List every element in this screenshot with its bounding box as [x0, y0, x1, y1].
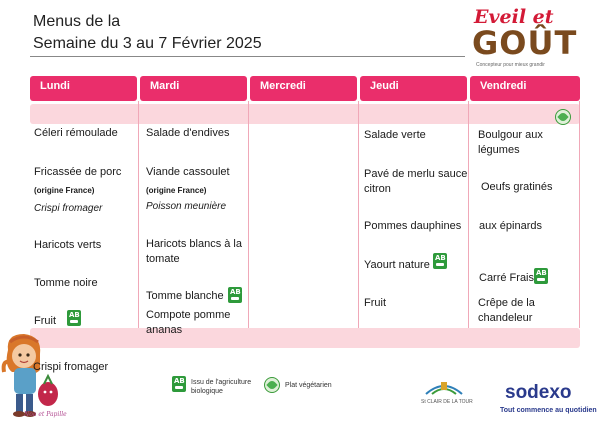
mardi-main: Viande cassoulet	[146, 166, 230, 178]
column-divider	[138, 101, 139, 328]
mascot-label: Noa et Papille	[24, 411, 67, 418]
vendredi-dessert: Crêpe de la chandeleur	[478, 297, 535, 324]
vendredi-cheese: Carré Frais	[479, 272, 535, 284]
vendredi-starter: Boulgour aux légumes	[478, 129, 543, 156]
table-band-bottom	[30, 328, 580, 348]
title-divider	[30, 56, 465, 57]
column-divider	[248, 101, 249, 328]
jeudi-dessert: Fruit	[364, 297, 386, 309]
jeudi-side: Pommes dauphines	[364, 220, 462, 232]
lundi-dessert: Fruit	[34, 315, 56, 327]
table-band-top	[30, 104, 580, 124]
mardi-origin: (origine France)	[146, 186, 207, 195]
sodexo-logo: sodexo	[505, 382, 572, 403]
organic-ab-icon	[534, 268, 548, 284]
lundi-main: Fricassée de porc	[34, 166, 122, 178]
jeudi-cheese: Yaourt nature	[364, 259, 430, 271]
jeudi-starter: Salade verte	[364, 129, 426, 141]
lundi-alt: Crispi fromager	[34, 203, 103, 214]
logo-word-gout: GOÛT	[472, 24, 578, 62]
day-header-mercredi: Mercredi	[250, 76, 357, 101]
overlay-crispi-text: Crispi fromager	[33, 361, 109, 373]
jeudi-main: Pavé de merlu sauce citron	[364, 168, 468, 195]
logo-word-eveil: Eveil et	[474, 6, 554, 28]
lundi-side: Haricots verts	[34, 239, 102, 251]
legend-organic-line1: Issu de l'agriculture	[191, 379, 252, 386]
mardi-cheese: Tomme blanche	[146, 290, 224, 302]
mardi-side: Haricots blancs à la tomate	[146, 238, 242, 265]
vendredi-side: aux épinards	[479, 220, 542, 232]
vegetarian-icon	[555, 109, 571, 125]
organic-ab-icon	[433, 253, 447, 269]
mardi-alt: Poisson meunière	[146, 201, 227, 212]
organic-ab-icon	[228, 287, 242, 303]
day-header-vendredi: Vendredi	[470, 76, 580, 101]
legend-vegetarian-text: Plat végétarien	[285, 382, 332, 389]
legend-vegetarian-icon	[264, 377, 280, 393]
day-header-mardi: Mardi	[140, 76, 247, 101]
page-title-line2: Semaine du 3 au 7 Février 2025	[33, 35, 262, 52]
page-title-line1: Menus de la	[33, 13, 121, 30]
day-header-lundi: Lundi	[30, 76, 137, 101]
mardi-dessert: Compote pomme ananas	[146, 309, 231, 336]
mardi-starter: Salade d'endives	[146, 127, 230, 139]
lundi-cheese: Tomme noire	[34, 277, 98, 289]
legend-organic-line2: biologique	[191, 388, 223, 395]
organic-ab-icon	[67, 310, 81, 326]
legend-organic-ab-icon	[172, 376, 186, 392]
day-header-jeudi: Jeudi	[360, 76, 467, 101]
sodexo-tagline: Tout commence au quotidien	[500, 407, 597, 414]
lundi-starter: Céleri rémoulade	[34, 127, 118, 139]
partner-name: St CLAIR DE LA TOUR	[421, 399, 473, 405]
column-divider	[579, 101, 580, 328]
mascot-girl-illustration	[0, 332, 70, 423]
logo-tagline: Concepteur pour mieux grandir	[476, 62, 545, 68]
lundi-origin: (origine France)	[34, 186, 95, 195]
eveil-gout-logo	[472, 6, 582, 68]
saint-clair-logo-icon	[424, 376, 464, 398]
column-divider	[358, 101, 359, 328]
vendredi-main: Oeufs gratinés	[481, 181, 553, 193]
column-divider	[468, 101, 469, 328]
